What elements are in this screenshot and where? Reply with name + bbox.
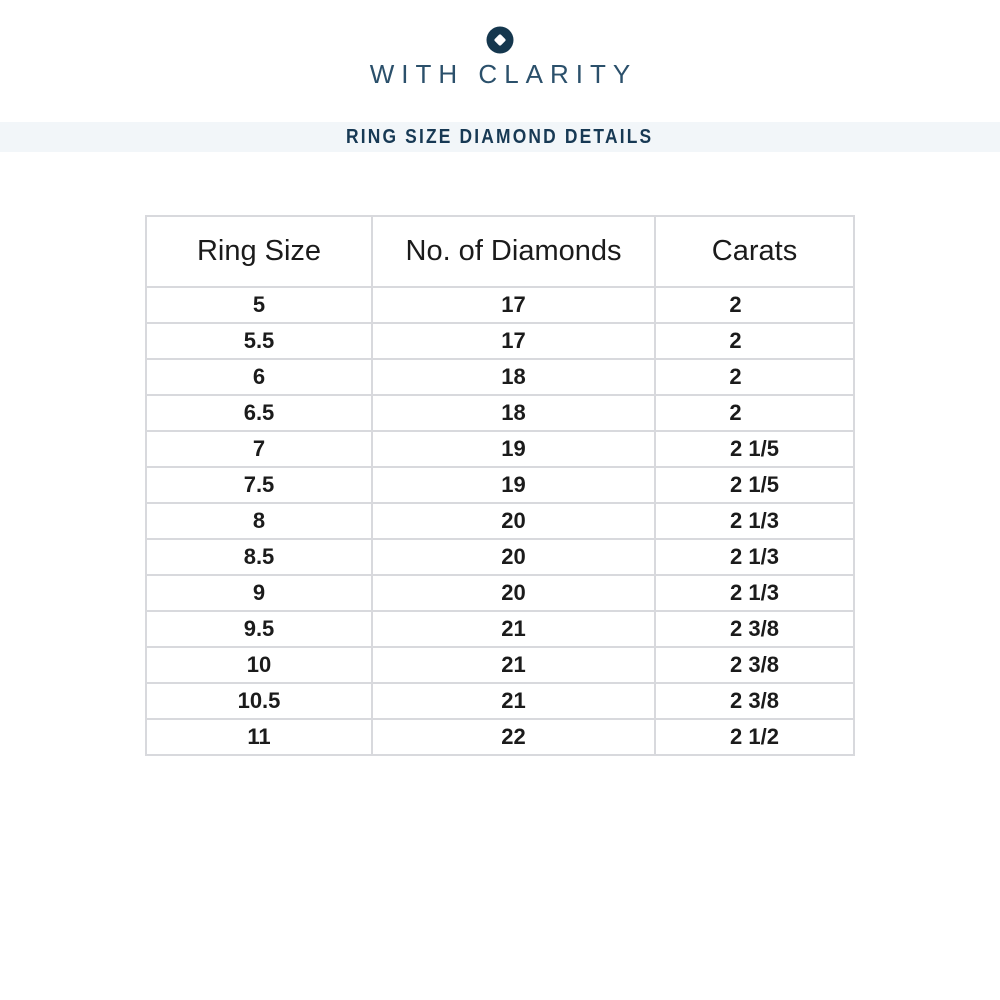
cell-ring-size: 9.5: [146, 611, 372, 647]
cell-no-of-diamonds: 19: [372, 467, 655, 503]
table-header-row: [146, 216, 854, 287]
cell-ring-size: 6.5: [146, 395, 372, 431]
table-row: [146, 431, 854, 467]
cell-no-of-diamonds: 17: [372, 323, 655, 359]
cell-ring-size: 6: [146, 359, 372, 395]
cell-carats: 2 1/2: [655, 719, 854, 755]
table-row: [146, 467, 854, 503]
cell-no-of-diamonds: 19: [372, 431, 655, 467]
table-row: [146, 395, 854, 431]
cell-ring-size: 11: [146, 719, 372, 755]
table-row: [146, 575, 854, 611]
cell-no-of-diamonds: 20: [372, 539, 655, 575]
table-row: [146, 323, 854, 359]
table-row: [146, 647, 854, 683]
cell-carats: 2 3/8: [655, 611, 854, 647]
diamond-in-circle-icon: [486, 26, 514, 54]
cell-carats: 2 1/5: [655, 431, 854, 467]
col-header-no-of-diamonds: No. of Diamonds: [372, 216, 655, 287]
brand-wordmark: WITH CLARITY: [369, 59, 638, 89]
banner-title: RING SIZE DIAMOND DETAILS: [346, 126, 654, 148]
cell-no-of-diamonds: 21: [372, 683, 655, 719]
cell-ring-size: 5: [146, 287, 372, 323]
cell-no-of-diamonds: 17: [372, 287, 655, 323]
table-body: [146, 287, 854, 755]
cell-carats: 2 1/3: [655, 539, 854, 575]
cell-ring-size: 5.5: [146, 323, 372, 359]
cell-no-of-diamonds: 20: [372, 503, 655, 539]
cell-no-of-diamonds: 22: [372, 719, 655, 755]
cell-ring-size: 7.5: [146, 467, 372, 503]
table-row: [146, 287, 854, 323]
cell-carats: 2 1/3: [655, 575, 854, 611]
table-row: [146, 611, 854, 647]
cell-carats: 2 3/8: [655, 683, 854, 719]
col-header-ring-size: Ring Size: [146, 216, 372, 287]
cell-carats: 2: [655, 323, 854, 359]
section-banner: [0, 122, 1000, 152]
table-row: [146, 683, 854, 719]
cell-no-of-diamonds: 21: [372, 647, 655, 683]
cell-ring-size: 9: [146, 575, 372, 611]
table-row: [146, 539, 854, 575]
table-row: [146, 719, 854, 755]
cell-carats: 2 1/3: [655, 503, 854, 539]
cell-ring-size: 8: [146, 503, 372, 539]
cell-carats: 2: [655, 395, 854, 431]
cell-carats: 2: [655, 287, 854, 323]
table-row: [146, 359, 854, 395]
cell-carats: 2: [655, 359, 854, 395]
col-header-carats: Carats: [655, 216, 854, 287]
table-row: [146, 503, 854, 539]
cell-ring-size: 10.5: [146, 683, 372, 719]
cell-carats: 2 3/8: [655, 647, 854, 683]
cell-ring-size: 8.5: [146, 539, 372, 575]
cell-carats: 2 1/5: [655, 467, 854, 503]
cell-ring-size: 7: [146, 431, 372, 467]
cell-ring-size: 10: [146, 647, 372, 683]
cell-no-of-diamonds: 21: [372, 611, 655, 647]
cell-no-of-diamonds: 20: [372, 575, 655, 611]
cell-no-of-diamonds: 18: [372, 395, 655, 431]
cell-no-of-diamonds: 18: [372, 359, 655, 395]
ring-size-diamond-table: [145, 215, 855, 756]
